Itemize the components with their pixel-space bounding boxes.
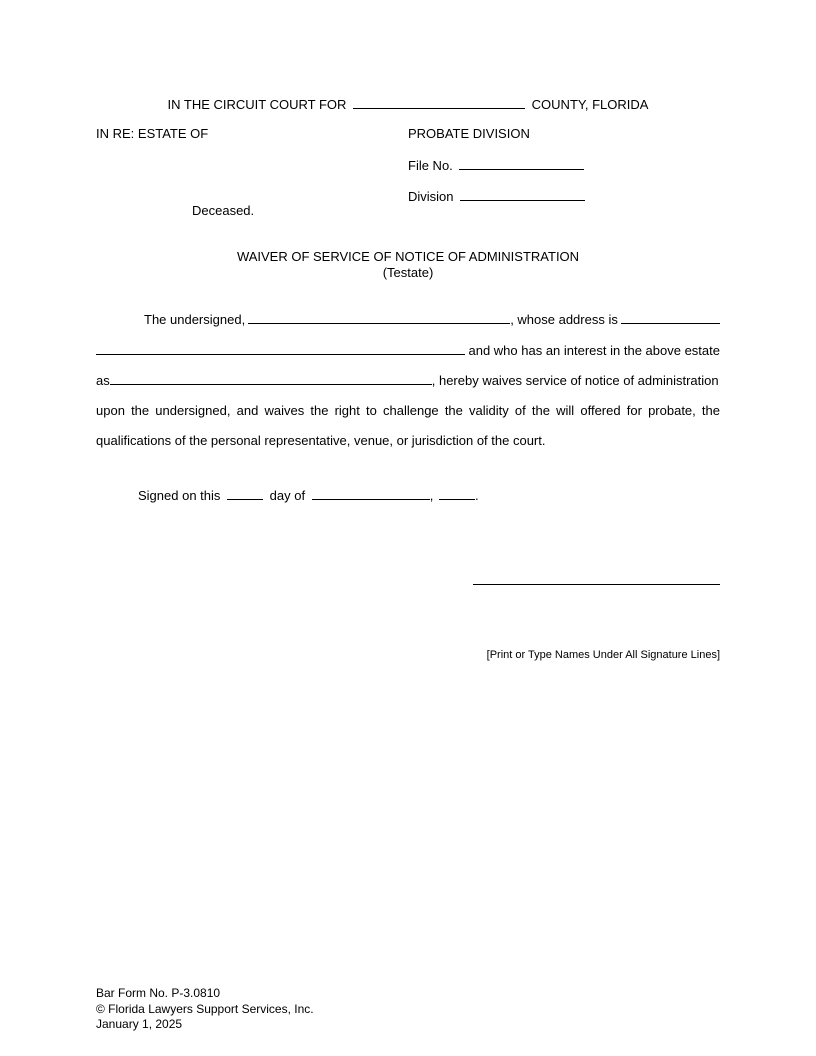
interest-type-blank[interactable]	[110, 372, 432, 385]
as-label: as	[96, 373, 110, 388]
undersigned-label: The undersigned,	[144, 312, 246, 327]
interest-label: and who has an interest in the above estate	[468, 343, 720, 358]
court-suffix: COUNTY, FLORIDA	[531, 97, 649, 112]
copyright-notice: © Florida Lawyers Support Services, Inc.	[96, 1001, 314, 1016]
form-date: January 1, 2025	[96, 1017, 183, 1031]
address-blank[interactable]	[621, 311, 720, 324]
month-blank[interactable]	[312, 487, 430, 500]
court-prefix: IN THE CIRCUIT COURT FOR	[167, 97, 347, 112]
day-of-label: day of	[269, 488, 306, 503]
document-title: WAIVER OF SERVICE OF NOTICE OF ADMINISTRATION	[236, 249, 580, 264]
document-subtitle: (Testate)	[382, 265, 434, 280]
file-no-blank[interactable]	[459, 157, 584, 170]
print-names-note: [Print or Type Names Under All Signature Lines]	[486, 649, 720, 661]
waiver-text: upon the undersigned, and waives the right to challenge the validity of the will offered for probate, the	[96, 403, 720, 418]
undersigned-name-blank[interactable]	[248, 311, 510, 324]
body-line-2	[96, 342, 720, 359]
signature-line[interactable]	[473, 584, 720, 585]
signed-line	[138, 487, 479, 504]
body-line-1	[96, 311, 720, 328]
probate-division: PROBATE DIVISION	[408, 126, 530, 141]
in-re-estate: IN RE: ESTATE OF	[96, 126, 209, 141]
body-line-4	[96, 403, 720, 419]
file-no-label: File No.	[408, 158, 453, 173]
body-line-3	[96, 372, 720, 389]
year-blank[interactable]	[439, 487, 475, 500]
deceased-label: Deceased.	[192, 203, 255, 218]
division	[408, 188, 585, 205]
address-label: , whose address is	[510, 312, 618, 327]
bar-form-number: Bar Form No. P-3.0810	[96, 986, 221, 1000]
division-blank[interactable]	[460, 188, 585, 201]
county-blank[interactable]	[353, 96, 525, 109]
signed-on-label: Signed on this	[138, 488, 221, 503]
body-line-5: qualifications of the personal representative, venue, or jurisdiction of the court.	[96, 433, 546, 448]
footer	[96, 986, 314, 1033]
comma: ,	[429, 488, 434, 503]
day-blank[interactable]	[227, 487, 263, 500]
waives-label: , hereby waives service of notice of administration	[431, 373, 719, 388]
address-continued-blank[interactable]	[96, 342, 465, 355]
period: .	[474, 488, 479, 503]
division-label: Division	[408, 189, 454, 204]
court-heading	[0, 96, 816, 113]
file-number	[408, 157, 584, 174]
